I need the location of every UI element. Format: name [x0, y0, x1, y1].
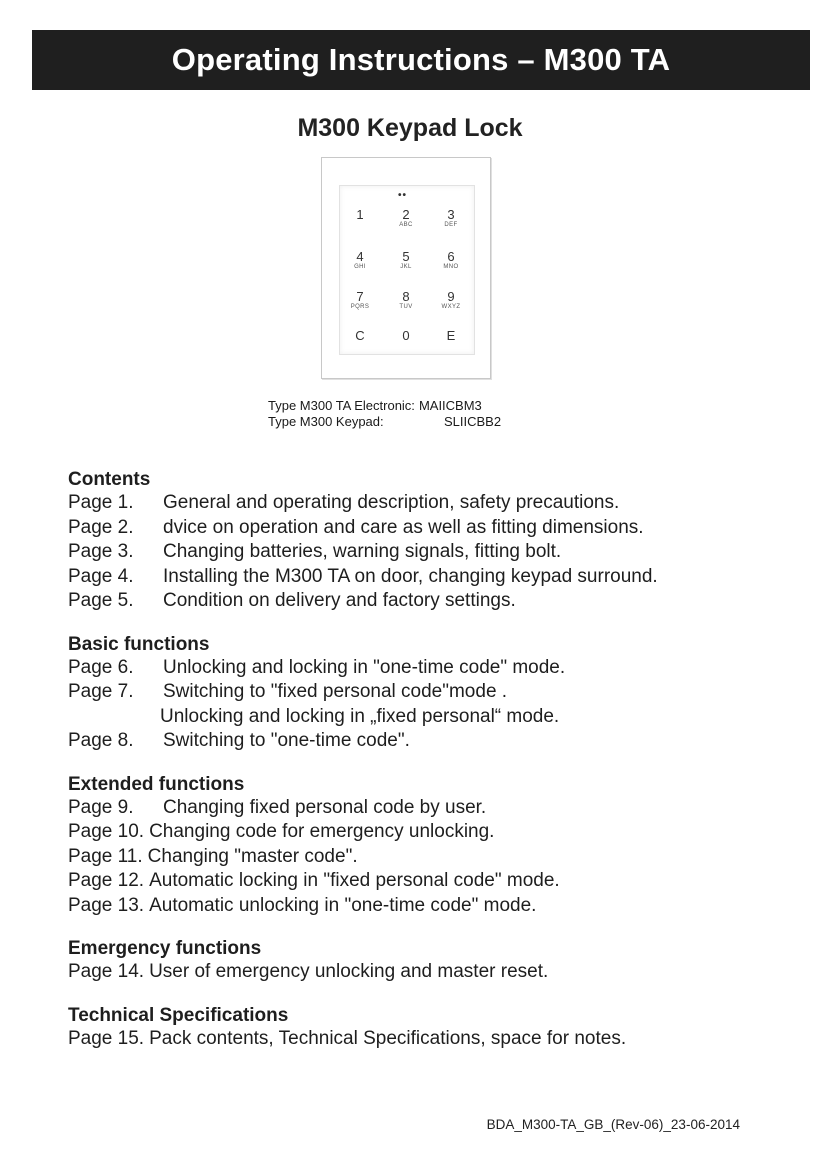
page-number: Page 1. [68, 492, 134, 513]
key-number: 6 [447, 249, 455, 264]
toc-entry-continuation [68, 705, 798, 730]
key-number: 2 [402, 207, 410, 222]
type-label: Type M300 Keypad: [268, 414, 384, 429]
key-letters: ABC [399, 222, 413, 228]
table-of-contents [68, 469, 798, 1071]
section-heading: Basic functions [68, 633, 210, 655]
toc-section-technical-specifications [68, 1005, 798, 1052]
toc-entry [68, 894, 798, 919]
toc-entry [68, 845, 798, 870]
toc-entry [68, 796, 798, 821]
header-title: Operating Instructions – M300 TA [171, 42, 671, 77]
key-letters: GHI [354, 264, 366, 270]
type-row [268, 414, 501, 430]
page-number: Page 9. [68, 796, 134, 818]
key-number: 0 [402, 328, 410, 343]
page-number: Page 12. [68, 870, 145, 891]
page-number: Page 3. [68, 541, 134, 562]
toc-entry [68, 540, 798, 565]
key-number: E [446, 328, 456, 343]
keypad-indicator-leds: •• [398, 190, 408, 201]
keypad-face [339, 185, 475, 355]
type-value: MAIICBM3 [418, 398, 482, 413]
section-heading: Contents [68, 469, 151, 490]
page-number: Page 2. [68, 516, 134, 538]
page-number: Page 11. [68, 845, 143, 867]
keypad-key [340, 208, 380, 222]
toc-entry [68, 589, 798, 614]
key-letters: PQRS [350, 304, 370, 310]
toc-entry [68, 1027, 798, 1052]
toc-entry [68, 729, 798, 754]
section-heading: Emergency functions [68, 938, 262, 959]
header-bar [32, 30, 810, 90]
page-number: Page 13. [68, 894, 145, 916]
key-number: 4 [356, 249, 364, 264]
key-number: 1 [356, 207, 364, 222]
section-heading: Extended functions [68, 773, 245, 795]
type-label: Type M300 TA Electronic: [268, 398, 415, 413]
toc-entry [68, 680, 798, 705]
toc-entry [68, 656, 798, 681]
page-number: Page 15. [68, 1027, 145, 1049]
toc-section-extended-functions [68, 774, 798, 919]
entry-text: General and operating description, safety precautions. [163, 492, 620, 513]
entry-text: Switching to "one-time code". [163, 730, 410, 751]
key-letters: TUV [399, 304, 413, 310]
key-number: 9 [447, 289, 455, 304]
page-number: Page 10. [68, 821, 145, 842]
keypad-key [431, 208, 471, 229]
page-number: Page 4. [68, 565, 134, 587]
entry-text: Pack contents, Technical Specifications, space for notes. [149, 1027, 627, 1049]
page-number: Page 5. [68, 590, 134, 611]
type-value: SLIICBB2 [444, 414, 502, 429]
toc-entry [68, 565, 798, 590]
page-number: Page 6. [68, 656, 134, 678]
entry-text: Installing the M300 TA on door, changing keypad surround. [163, 565, 658, 587]
toc-section-basic-functions [68, 634, 798, 754]
toc-entry [68, 491, 798, 516]
toc-entry [68, 960, 798, 985]
entry-text: Condition on delivery and factory settings. [163, 590, 516, 611]
keypad-key [386, 290, 426, 311]
key-number: 7 [356, 289, 364, 304]
toc-entry [68, 820, 798, 845]
key-number: C [355, 328, 365, 343]
key-letters: MNO [443, 264, 459, 270]
entry-text: Changing fixed personal code by user. [163, 796, 487, 818]
keypad-illustration [321, 157, 491, 379]
document-reference: BDA_M300-TA_GB_(Rev-06)_23-06-2014 [486, 1117, 740, 1132]
key-number: 5 [402, 249, 410, 264]
key-number: 8 [402, 289, 410, 304]
page-number: Page 14. [68, 961, 145, 982]
toc-section-contents [68, 469, 798, 614]
toc-section-emergency-functions [68, 938, 798, 985]
entry-text: Unlocking and locking in "one-time code" mode. [163, 656, 566, 678]
type-row [268, 398, 501, 414]
entry-text: Changing batteries, warning signals, fitting bolt. [163, 541, 562, 562]
toc-entry [68, 516, 798, 541]
entry-text: Automatic locking in "fixed personal code" mode. [149, 870, 560, 891]
entry-text: User of emergency unlocking and master reset. [149, 961, 549, 982]
toc-entry [68, 869, 798, 894]
page-number: Page 8. [68, 730, 134, 751]
document-title: M300 Keypad Lock [297, 114, 523, 142]
type-designations [268, 398, 501, 430]
keypad-key [386, 208, 426, 229]
keypad-key [386, 250, 426, 271]
section-heading: Technical Specifications [68, 1004, 289, 1026]
key-letters: WXYZ [441, 304, 461, 310]
entry-text: Changing "master code". [147, 845, 358, 867]
keypad-key [340, 290, 380, 311]
keypad-key [386, 329, 426, 343]
entry-text: Changing code for emergency unlocking. [149, 821, 495, 842]
keypad-key [431, 250, 471, 271]
page-number: Page 7. [68, 681, 134, 702]
key-letters: DEF [444, 222, 458, 228]
keypad-key [340, 329, 380, 343]
key-number: 3 [447, 207, 455, 222]
keypad-key [431, 290, 471, 311]
key-letters: JKL [400, 264, 412, 270]
entry-text: Unlocking and locking in „fixed personal“ mode. [160, 705, 560, 727]
entry-text: dvice on operation and care as well as fitting dimensions. [163, 516, 644, 538]
keypad-key [340, 250, 380, 271]
keypad-key [431, 329, 471, 343]
entry-text: Switching to "fixed personal code"mode . [163, 681, 508, 702]
entry-text: Automatic unlocking in "one-time code" mode. [149, 894, 537, 916]
